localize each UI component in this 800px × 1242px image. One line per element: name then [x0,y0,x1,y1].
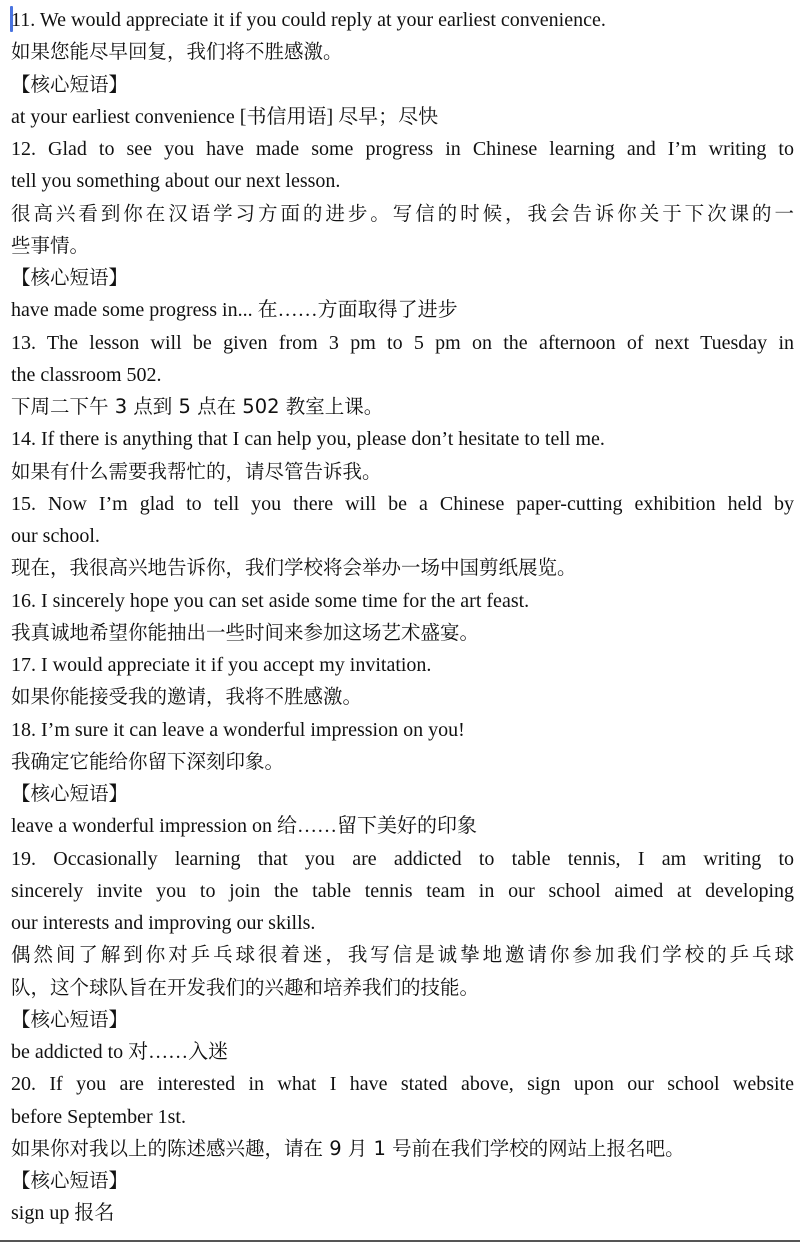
chinese-text-line: 【核心短语】 [11,1169,129,1192]
english-text-line: 14. If there is anything that I can help you, please don’t hesitate to tell me. [11,428,605,451]
english-text-line: 19. Occasionally learning that you are addicted to table tennis, I am writing to [11,847,794,870]
english-text-line: sincerely invite you to join the table tennis team in our school aimed at developing [11,879,794,902]
chinese-text-line: 【核心短语】 [11,782,129,805]
chinese-text-line: 下周二下午 3 点到 5 点在 502 教室上课。 [11,395,384,418]
chinese-text-line: 些事情。 [11,233,90,257]
chinese-text-line: 现在，我很高兴地告诉你，我们学校将会举办一场中国剪纸展览。 [11,556,577,580]
chinese-text-line: 如果您能尽早回复，我们将不胜感激。 [11,40,343,64]
chinese-text-line: 我真诚地希望你能抽出一些时间来参加这场艺术盛宴。 [11,620,480,644]
english-text-line: leave a wonderful impression on 给……留下美好的印象 [11,815,478,838]
english-text-line: be addicted to 对……入迷 [11,1041,229,1063]
english-text-line: at your earliest convenience [书信用语] 尽早；尽快 [11,105,439,128]
chinese-text-line: 【核心短语】 [11,1007,129,1031]
english-text-line: 17. I would appreciate it if you accept my invitation. [11,654,432,676]
english-text-line: have made some progress in... 在……方面取得了进步 [11,299,458,322]
chinese-text-line: 如果你能接受我的邀请，我将不胜感激。 [11,685,363,709]
document-body [11,4,794,1230]
chinese-text-line: 【核心短语】 [11,266,129,289]
chinese-text-line: 队，这个球队旨在开发我们的兴趣和培养我们的技能。 [11,975,480,999]
english-text-line: tell you something about our next lesson. [11,170,341,193]
english-text-line: 13. The lesson will be given from 3 pm to 5 pm on the afternoon of next Tuesday in [11,331,794,354]
english-text-line: 16. I sincerely hope you can set aside some time for the art feast. [11,589,530,612]
english-text-line: 11. We would appreciate it if you could reply at your earliest convenience. [11,9,606,31]
chinese-text-line: 如果你对我以上的陈述感兴趣，请在 9 月 1 号前在我们学校的网站上报名吧。 [11,1136,685,1160]
chinese-text-line: 我确定它能给你留下深刻印象。 [11,749,285,773]
english-text-line: 18. I’m sure it can leave a wonderful impression on you! [11,718,465,741]
chinese-text-line: 如果有什么需要我帮忙的，请尽管告诉我。 [11,459,382,483]
chinese-text-line: 【核心短语】 [11,72,129,96]
english-text-line: the classroom 502. [11,363,162,386]
english-text-line: before September 1st. [11,1105,186,1128]
english-text-line: sign up 报名 [11,1202,115,1225]
english-text-line: 15. Now I’m glad to tell you there will be a Chinese paper-cutting exhibition held by [11,492,794,515]
english-text-line: 12. Glad to see you have made some progress in Chinese learning and I’m writing to [11,138,794,160]
english-text-line: our school. [11,525,100,547]
chinese-text-line: 偶然间了解到你对乒乓球很着迷，我写信是诚挚地邀请你参加我们学校的乒乓球 [11,943,794,967]
english-text-line: 20. If you are interested in what I have stated above, sign upon our school website [11,1073,794,1096]
english-text-line: our interests and improving our skills. [11,912,316,934]
chinese-text-line: 很高兴看到你在汉语学习方面的进步。写信的时候，我会告诉你关于下次课的一 [11,201,794,225]
